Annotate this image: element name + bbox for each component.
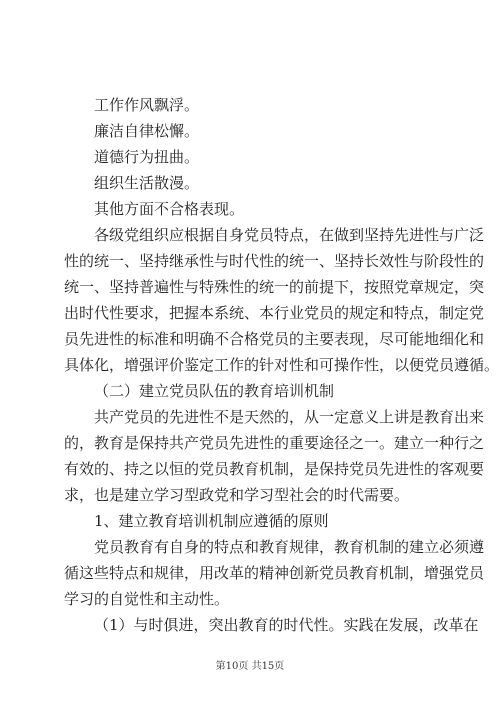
- paragraph-education-rules: [64, 534, 485, 612]
- paragraph-line: 党员教育有自身的特点和教育规律，教育机制的建立必须遵: [94, 538, 485, 556]
- paragraph-line: （1）与时俱进，突出教育的时代性。实践在发展，改革在: [94, 616, 479, 634]
- paragraph-line: 共产党员的先进性不是天然的，从一定意义上讲是教育出来: [94, 408, 485, 426]
- page-footer: 第10页 共15页: [215, 661, 285, 672]
- subsection-heading-principles: 1、建立教育培训机制应遵循的原则: [94, 512, 329, 530]
- paragraph-line: 员先进性的标准和明确不合格党员的主要表现，尽可能地细化和: [64, 330, 485, 348]
- list-line-work-style: 工作作风飘浮。: [94, 96, 200, 114]
- paragraph-line: 求，也是建立学习型政党和学习型社会的时代需要。: [64, 486, 410, 504]
- document-body: [64, 92, 500, 638]
- paragraph-line: 统一、坚持普遍性与特殊性的统一的前提下，按照党章规定，突: [64, 278, 485, 296]
- paragraph-line: 性的统一、坚持继承性与时代性的统一、坚持长效性与阶段性的: [64, 252, 485, 270]
- section-heading-education-mechanism: （二）建立党员队伍的教育培训机制: [94, 382, 335, 400]
- paragraph-line: 具体化，增强评价鉴定工作的针对性和可操作性，以便党员遵循。: [64, 356, 500, 374]
- list-line-other: 其他方面不合格表现。: [94, 200, 245, 218]
- paragraph-standards: [64, 222, 500, 378]
- paragraph-line: 循这些特点和规律，用改革的精神创新党员教育机制，增强党员: [64, 564, 485, 582]
- paragraph-line: 各级党组织应根据自身党员特点，在做到坚持先进性与广泛: [94, 226, 485, 244]
- list-line-integrity: 廉洁自律松懈。: [94, 122, 200, 140]
- paragraph-line: 出时代性要求，把握本系统、本行业党员的规定和特点，制定党: [64, 304, 485, 322]
- paragraph-line: 学习的自觉性和主动性。: [64, 590, 230, 608]
- paragraph-keep-pace: [94, 612, 479, 638]
- list-line-org-life: 组织生活散漫。: [94, 174, 200, 192]
- paragraph-education-importance: [64, 404, 485, 508]
- paragraph-line: 的，教育是保持共产党员先进性的重要途径之一。建立一种行之: [64, 434, 485, 452]
- paragraph-line: 有效的、持之以恒的党员教育机制，是保持党员先进性的客观要: [64, 460, 485, 478]
- list-line-morality: 道德行为扭曲。: [94, 148, 200, 166]
